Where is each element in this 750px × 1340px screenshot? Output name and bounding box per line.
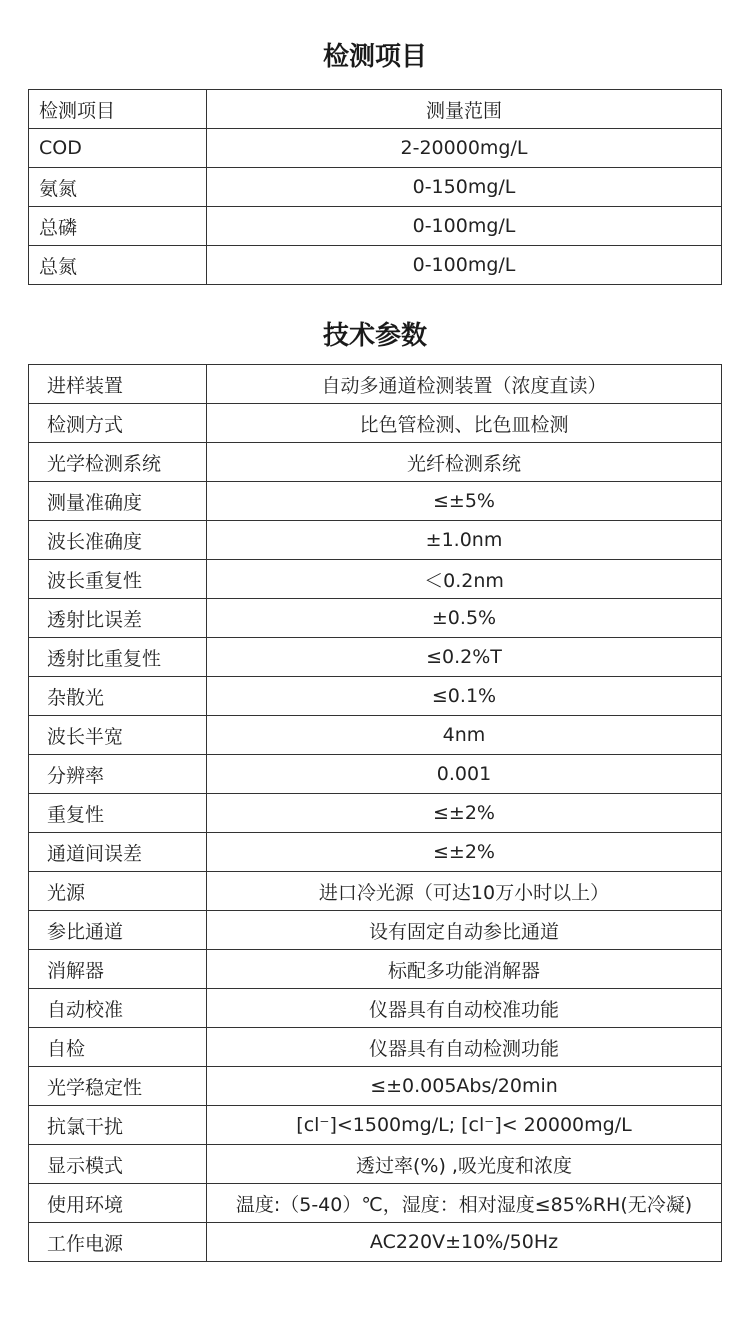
row-value: ＜0.2nm bbox=[207, 560, 722, 599]
specs-table bbox=[28, 364, 722, 1262]
detection-table bbox=[28, 89, 722, 285]
table-row bbox=[29, 638, 722, 677]
table-row bbox=[29, 443, 722, 482]
row-label: 使用环境 bbox=[29, 1184, 207, 1223]
table-row bbox=[29, 716, 722, 755]
row-label: 光源 bbox=[29, 872, 207, 911]
row-value: 仪器具有自动校准功能 bbox=[207, 989, 722, 1028]
row-label: 显示模式 bbox=[29, 1145, 207, 1184]
table-row bbox=[29, 521, 722, 560]
row-value: ±0.5% bbox=[207, 599, 722, 638]
row-label: 工作电源 bbox=[29, 1223, 207, 1262]
table-row bbox=[29, 482, 722, 521]
table-row bbox=[29, 1223, 722, 1262]
row-label: 光学稳定性 bbox=[29, 1067, 207, 1106]
row-value: 仪器具有自动检测功能 bbox=[207, 1028, 722, 1067]
table-row bbox=[29, 129, 722, 168]
row-label: 抗氯干扰 bbox=[29, 1106, 207, 1145]
table-row bbox=[29, 168, 722, 207]
table-row bbox=[29, 989, 722, 1028]
row-value: 4nm bbox=[207, 716, 722, 755]
row-label: 杂散光 bbox=[29, 677, 207, 716]
row-value: 标配多功能消解器 bbox=[207, 950, 722, 989]
row-label: 消解器 bbox=[29, 950, 207, 989]
row-value: 0-100mg/L bbox=[207, 246, 722, 285]
row-value: 0-100mg/L bbox=[207, 207, 722, 246]
row-value: [cl⁻]<1500mg/L; [cl⁻]< 20000mg/L bbox=[207, 1106, 722, 1145]
table-row bbox=[29, 1145, 722, 1184]
row-label: 分辨率 bbox=[29, 755, 207, 794]
row-value: 自动多通道检测装置（浓度直读） bbox=[207, 365, 722, 404]
row-label: 重复性 bbox=[29, 794, 207, 833]
row-value: ≤±5% bbox=[207, 482, 722, 521]
row-value: ≤0.2%T bbox=[207, 638, 722, 677]
row-value: ≤0.1% bbox=[207, 677, 722, 716]
table-row bbox=[29, 872, 722, 911]
specs-title: 技术参数 bbox=[322, 321, 427, 351]
row-label: 测量准确度 bbox=[29, 482, 207, 521]
row-value: 比色管检测、比色皿检测 bbox=[207, 404, 722, 443]
row-label: 参比通道 bbox=[29, 911, 207, 950]
row-label: 波长半宽 bbox=[29, 716, 207, 755]
table-row bbox=[29, 950, 722, 989]
row-label: COD bbox=[29, 129, 207, 168]
table-row bbox=[29, 1028, 722, 1067]
row-value: ≤±0.005Abs/20min bbox=[207, 1067, 722, 1106]
table-row bbox=[29, 560, 722, 599]
row-value: 2-20000mg/L bbox=[207, 129, 722, 168]
table-row bbox=[29, 1184, 722, 1223]
row-label: 光学检测系统 bbox=[29, 443, 207, 482]
row-value: 光纤检测系统 bbox=[207, 443, 722, 482]
detection-title: 检测项目 bbox=[322, 42, 427, 72]
row-label: 总氮 bbox=[29, 246, 207, 285]
row-value: AC220V±10%/50Hz bbox=[207, 1223, 722, 1262]
row-value: 0.001 bbox=[207, 755, 722, 794]
table-row bbox=[29, 755, 722, 794]
row-value: ≤±2% bbox=[207, 833, 722, 872]
row-value: ≤±2% bbox=[207, 794, 722, 833]
table-row bbox=[29, 794, 722, 833]
row-value: 测量范围 bbox=[207, 90, 722, 129]
row-value: ±1.0nm bbox=[207, 521, 722, 560]
row-label: 氨氮 bbox=[29, 168, 207, 207]
row-value: 温度:（5-40）℃，湿度：相对湿度≤85%RH(无冷凝) bbox=[207, 1184, 722, 1223]
row-label: 自检 bbox=[29, 1028, 207, 1067]
row-label: 透射比重复性 bbox=[29, 638, 207, 677]
table-row bbox=[29, 1106, 722, 1145]
row-label: 波长重复性 bbox=[29, 560, 207, 599]
row-label: 透射比误差 bbox=[29, 599, 207, 638]
table-row bbox=[29, 246, 722, 285]
row-label: 检测项目 bbox=[29, 90, 207, 129]
row-label: 进样装置 bbox=[29, 365, 207, 404]
row-value: 透过率(%) ,吸光度和浓度 bbox=[207, 1145, 722, 1184]
table-row bbox=[29, 911, 722, 950]
table-row bbox=[29, 207, 722, 246]
row-label: 检测方式 bbox=[29, 404, 207, 443]
row-label: 总磷 bbox=[29, 207, 207, 246]
row-label: 波长准确度 bbox=[29, 521, 207, 560]
row-label: 自动校准 bbox=[29, 989, 207, 1028]
table-row bbox=[29, 677, 722, 716]
row-value: 0-150mg/L bbox=[207, 168, 722, 207]
table-row bbox=[29, 404, 722, 443]
row-value: 设有固定自动参比通道 bbox=[207, 911, 722, 950]
table-row bbox=[29, 599, 722, 638]
table-row bbox=[29, 90, 722, 129]
table-row bbox=[29, 1067, 722, 1106]
row-label: 通道间误差 bbox=[29, 833, 207, 872]
table-row bbox=[29, 833, 722, 872]
table-row bbox=[29, 365, 722, 404]
row-value: 进口冷光源（可达10万小时以上） bbox=[207, 872, 722, 911]
